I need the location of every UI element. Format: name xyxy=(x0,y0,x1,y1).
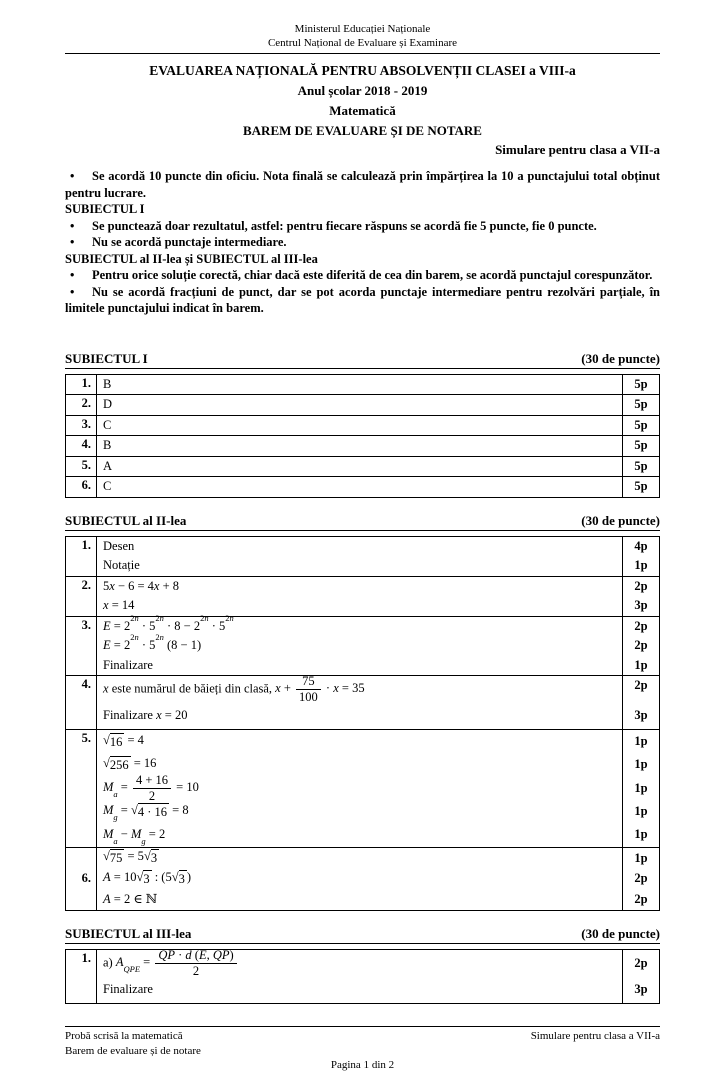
table-row xyxy=(66,612,659,676)
line-points: 4p xyxy=(622,537,659,557)
table-row xyxy=(66,537,659,576)
line-text: Notație xyxy=(103,558,140,573)
bullet-icon: • xyxy=(70,169,75,184)
line-text: A = 2 ∈ ℕ xyxy=(103,891,158,906)
table-row xyxy=(66,675,659,729)
section xyxy=(65,513,660,912)
intro-bullet: • Pentru orice soluție corectă, chiar dacă este diferită de cea din barem, se acordă punctajul corespunzător. xyxy=(65,267,660,284)
table-row xyxy=(66,435,659,456)
table-row xyxy=(66,947,659,1003)
table-row xyxy=(66,415,659,436)
table-row xyxy=(66,476,659,497)
line-points: 2p xyxy=(622,889,659,910)
page-number: Pagina 1 din 2 xyxy=(330,1059,395,1071)
line-text: $M_a$ = $\frac{4 + 16}{2}$ = 10 xyxy=(103,772,199,803)
footer-left xyxy=(65,1029,201,1059)
footer-left-line1: Probă scrisă la matematică xyxy=(65,1029,183,1042)
row-number: 2. xyxy=(66,577,97,616)
table-row xyxy=(66,576,659,616)
intro-heading: SUBIECTUL al II-lea și SUBIECTUL al III-lea xyxy=(65,251,318,266)
section-title: SUBIECTUL al III-lea xyxy=(65,926,192,942)
row-line xyxy=(97,436,659,456)
row-line xyxy=(97,416,659,436)
ministry-line2: Centrul Național de Evaluare și Examinare xyxy=(267,37,458,50)
row-number: 6. xyxy=(66,477,97,497)
line-points: 1p xyxy=(622,800,659,823)
line-text: x este numărul de băieți din clasă, x + $\frac{75}{100}$ · x = 35 xyxy=(103,673,365,704)
line-text: √ 16 = 4 xyxy=(97,731,622,753)
row-line xyxy=(97,976,659,1002)
row-number: 4. xyxy=(66,676,97,729)
section xyxy=(65,926,660,1004)
subject-name: Matematică xyxy=(329,103,396,119)
line-points: 2p xyxy=(622,676,659,702)
row-number: 1. xyxy=(66,950,97,1003)
table-row xyxy=(66,456,659,477)
line-points: 3p xyxy=(622,596,659,616)
row-number: 5. xyxy=(66,457,97,477)
row-number: 6. xyxy=(66,848,97,911)
section-title: SUBIECTUL I xyxy=(65,350,148,366)
row-line xyxy=(97,477,659,497)
row-number: 4. xyxy=(66,436,97,456)
table-row xyxy=(66,729,659,847)
line-points: 2p xyxy=(622,868,659,889)
line-text: A = 10 √ 3 : (5 √ 3 ) xyxy=(97,868,622,890)
line-points: 1p xyxy=(622,823,659,846)
school-year: Anul școlar 2018 - 2019 xyxy=(297,83,428,99)
row-line xyxy=(97,556,659,576)
line-text: $M_g$ = √ 4 · 16 = 8 xyxy=(103,802,189,822)
simulation-note: Simulare pentru clasa a VII-a xyxy=(495,142,660,158)
intro-bullet: • Nu se acordă punctaje intermediare. xyxy=(65,234,660,251)
exam-title: EVALUAREA NAȚIONALĂ PENTRU ABSOLVENȚII CLASEI a VIII-a xyxy=(149,63,576,79)
line-points: 5p xyxy=(622,436,659,456)
ministry-line1: Ministerul Educației Naționale xyxy=(294,23,431,35)
row-line xyxy=(97,375,659,395)
row-line xyxy=(97,848,659,869)
line-text: $E = 2^{2n} \cdot 5^{2n} \cdot 8 - 2^{2n} \cdot 5^{2n}$ xyxy=(103,612,234,633)
section-heading xyxy=(65,513,660,531)
row-number: 3. xyxy=(66,617,97,676)
line-points: 5p xyxy=(622,395,659,415)
line-points: 3p xyxy=(622,976,659,1002)
row-line xyxy=(97,889,659,910)
line-points: 5p xyxy=(622,457,659,477)
line-points: 2p xyxy=(622,617,659,637)
grading-table xyxy=(65,949,660,1004)
line-text: Finalizare xyxy=(103,981,153,996)
row-line xyxy=(97,612,659,637)
table-row xyxy=(66,375,659,395)
line-points: 2p xyxy=(622,577,659,597)
line-text: Finalizare x = 20 xyxy=(103,707,188,722)
line-text: √ 256 = 16 xyxy=(97,754,622,776)
bullet-icon: • xyxy=(70,235,75,250)
row-line xyxy=(97,577,659,597)
line-points: 1p xyxy=(622,776,659,799)
intro-bullet: • Se acordă 10 puncte din oficiu. Nota finală se calculează prin împărțirea la 10 a punctajului total obținut pentru lucrare. xyxy=(65,169,660,200)
page-footer xyxy=(65,1026,660,1071)
section-heading xyxy=(65,351,660,369)
row-number: 3. xyxy=(66,416,97,436)
intro-bullet: • Nu se acordă fracțiuni de punct, dar se pot acorda punctaje intermediare pentru rezolvări parțiale, în limitele punctajului indicat în barem. xyxy=(65,284,660,316)
table-row xyxy=(66,847,659,911)
footer-left-line2: Barem de evaluare și de notare xyxy=(65,1044,201,1057)
line-text: D xyxy=(103,397,113,412)
footer-rule xyxy=(65,1026,660,1027)
line-points: 5p xyxy=(622,416,659,436)
row-number: 1. xyxy=(66,375,97,395)
sections xyxy=(65,351,660,1004)
row-line xyxy=(97,702,659,728)
row-line xyxy=(97,395,659,415)
line-text: 5x − 6 = 4x + 8 xyxy=(103,578,180,593)
section-points: (30 de puncte) xyxy=(581,350,660,366)
line-text: A xyxy=(103,458,113,473)
row-line xyxy=(97,772,659,803)
section xyxy=(65,351,660,498)
line-text: Finalizare xyxy=(103,657,153,672)
line-text: C xyxy=(103,479,112,494)
line-text: x = 14 xyxy=(103,598,135,613)
line-points: 5p xyxy=(622,477,659,497)
row-line xyxy=(97,457,659,477)
line-points: 1p xyxy=(622,753,659,776)
ministry-header xyxy=(65,22,660,50)
line-text: C xyxy=(103,417,112,432)
grading-table xyxy=(65,536,660,912)
row-number: 2. xyxy=(66,395,97,415)
line-points: 2p xyxy=(622,636,659,656)
line-text: a) $A_{QPE}$ = $\frac{QP \cdot d (E, QP)}{2}$ xyxy=(97,947,622,980)
row-line xyxy=(97,596,659,616)
section-heading xyxy=(65,926,660,944)
line-points: 1p xyxy=(622,556,659,576)
table-row xyxy=(66,394,659,415)
grading-table xyxy=(65,374,660,498)
bullet-icon: • xyxy=(70,268,75,283)
section-points: (30 de puncte) xyxy=(581,512,660,528)
title-block xyxy=(65,63,660,139)
line-text: √ 75 = 5 √ 3 xyxy=(97,847,622,869)
row-line xyxy=(97,632,659,656)
intro xyxy=(65,168,660,317)
line-points: 5p xyxy=(622,375,659,395)
line-points: 1p xyxy=(622,848,659,869)
intro-bullet: • Se punctează doar rezultatul, astfel: pentru fiecare răspuns se acordă fie 5 puncte, fie 0 puncte. xyxy=(65,218,660,235)
line-points: 1p xyxy=(622,730,659,753)
row-line xyxy=(97,537,659,557)
bullet-icon: • xyxy=(70,284,75,299)
header-rule xyxy=(65,53,660,54)
line-text: $M_a - M_g = 2$ xyxy=(103,827,166,847)
section-title: SUBIECTUL al II-lea xyxy=(65,512,187,528)
document-type: BAREM DE EVALUARE ȘI DE NOTARE xyxy=(243,123,482,139)
row-number: 5. xyxy=(66,730,97,847)
section-points: (30 de puncte) xyxy=(581,926,660,942)
line-text: B xyxy=(103,376,112,391)
row-line xyxy=(97,868,659,889)
row-line xyxy=(97,947,659,978)
line-points: 3p xyxy=(622,702,659,728)
line-points: 2p xyxy=(622,950,659,976)
row-line xyxy=(97,823,659,846)
row-line xyxy=(97,730,659,753)
row-number: 1. xyxy=(66,537,97,576)
row-line xyxy=(97,800,659,823)
footer-row xyxy=(65,1029,660,1059)
intro-heading: SUBIECTUL I xyxy=(65,202,145,217)
footer-right: Simulare pentru clasa a VII-a xyxy=(530,1029,660,1042)
line-text: Desen xyxy=(103,538,135,553)
line-points: 1p xyxy=(622,656,659,676)
line-text: B xyxy=(103,438,112,453)
bullet-icon: • xyxy=(70,218,75,233)
row-line xyxy=(97,673,659,704)
line-text: $E = 2^{2n} \cdot 5^{2n}$ (8 − 1) xyxy=(103,632,202,653)
